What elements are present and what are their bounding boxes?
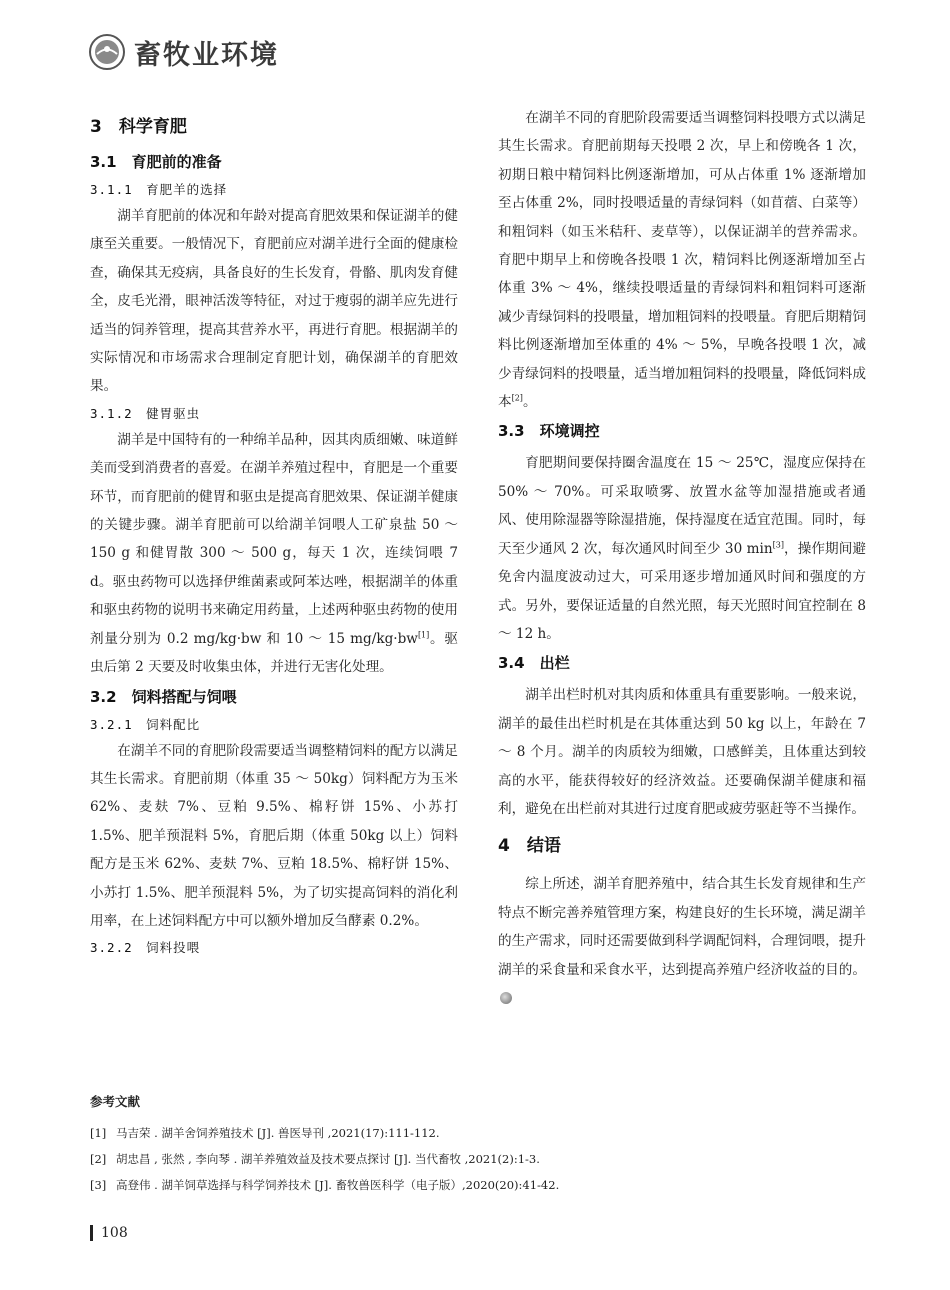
reference-item — [90, 1120, 870, 1146]
section-3-4-text: 湖羊出栏时机对其肉质和体重具有重要影响。一般来说，湖羊的最佳出栏时机是在其体重达到 50 kg 以上，年龄在 7 ～ 8 个月。湖羊的肉质较为细嫩，口感鲜美，且体重达到较高的水平，能获得较好的经济效益。还要确保湖羊健康和福利，避免在出栏前对其进行过度育肥或疲劳驱赶等不当操作。 — [498, 687, 866, 817]
section-3-1-2-text-b: 。驱虫后第 2 天要及时收集虫体，并进行无害化处理。 — [90, 630, 459, 676]
section-3-title: 3 科学育肥 — [90, 117, 187, 137]
section-3-2-2-text — [498, 104, 866, 416]
reference-text: 高登伟 . 湖羊饲草选择与科学饲养技术 [J]. 畜牧兽医科学（电子版）,2020(20):41-42. — [116, 1178, 560, 1192]
journal-logo-icon — [88, 33, 126, 71]
section-3-3-text-b: ，操作期间避免舍内温度波动过大，可采用逐步增加通风时间和强度的方式。另外，要保证适量的自然光照，每天光照时间宜控制在 8 ～ 12 h。 — [498, 540, 866, 642]
reference-number: [2] — [90, 1152, 107, 1166]
section-4-title: 4 结语 — [498, 836, 561, 857]
section-3-2-1-title: 3.2.1 饲料配比 — [90, 716, 201, 732]
section-3-1-2-title: 3.1.2 健胃驱虫 — [90, 405, 201, 421]
section-3-2-2-title: 3.2.2 饲料投喂 — [90, 940, 201, 956]
article-end-icon — [500, 992, 512, 1004]
section-3-1-2-text-a: 湖羊是中国特有的一种绵羊品种，因其肉质细嫩、味道鲜美而受到消费者的喜爱。在湖羊养殖过程中，育肥是一个重要环节，而育肥前的健胃和驱虫是提高育肥效果、保证湖羊健康的关键步骤。湖羊育肥前可以给湖羊饲喂人工矿泉盐 50 ～ 150 g 和健胃散 300 ～ 500 g，每天 1 次，连续饲喂 7 d。驱虫药物可以选择伊维菌素或阿苯达唑，根据湖羊的体重和驱虫药物的说明书来确定用药量，上述两种驱虫药物的使用剂量分别为 0.2 mg/kg·bw 和 10 ～ 15 mg/kg·bw — [90, 431, 458, 647]
section-3-2-1-text: 在湖羊不同的育肥阶段需要适当调整精饲料的配方以满足其生长需求。育肥前期（体重 35 ～ 50kg）饲料配方为玉米 62%、麦麸 7%、豆粕 9.5%、棉籽饼 15%、小苏打 1.5%、肥羊预混料 5%，育肥后期（体重 50kg 以上）饲料配方是玉米 62%、麦麸 7%、豆粕 18.5%、棉籽饼 15%、小苏打 1.5%、肥羊预混料 5%，为了切实提高饲料的消化利用率，在上述饲料配方中可以额外增加反刍酵素 0.2%。 — [90, 742, 458, 929]
section-3-2-2-text-b: 。 — [522, 394, 537, 411]
page-number — [90, 1225, 128, 1241]
section-3-2-title: 3.2 饲料搭配与饲喂 — [90, 687, 237, 706]
section-3-3-text-a: 育肥期间要保持圈舍温度在 15 ～ 25℃，湿度应保持在 50% ～ 70%。可采取喷雾、放置水盆等加湿措施或者通风、使用除湿器等除湿措施，保持湿度在适宜范围。同时，每天至少通风 2 次，每次通风时间至少 30 min — [498, 455, 866, 557]
references-title: 参考文献 — [90, 1094, 141, 1109]
section-3-1-2-text — [90, 426, 458, 682]
section-3-1-1-title: 3.1.1 育肥羊的选择 — [90, 182, 228, 197]
page-number-bar — [90, 1225, 93, 1241]
reference-number: [1] — [90, 1126, 107, 1140]
section-4-text-body: 综上所述，湖羊育肥养殖中，结合其生长发育规律和生产特点不断完善养殖管理方案，构建良好的生长环境，满足湖羊的生产需求，同时还需要做到科学调配饲料，合理饲喂，提升湖羊的采食量和采食水平，达到提高养殖户经济收益的目的。 — [498, 876, 866, 978]
section-3-2-2-text-a: 在湖羊不同的育肥阶段需要适当调整饲料投喂方式以满足其生长需求。育肥前期每天投喂 2 次，早上和傍晚各 1 次，初期日粮中精饲料比例逐渐增加，可从占体重 1% 逐渐增加至占体重 2%，同时投喂适量的青绿饲料（如苜蓿、白菜等）和粗饲料（如玉米秸秆、麦草等），以保证湖羊的营养需求。育肥中期早上和傍晚各投喂 1 次，精饲料比例逐渐增加至占体重 3% ～ 4%，继续投喂适量的青绿饲料和粗饲料可逐渐减少青绿饲料的投喂量，增加粗饲料的投喂量。育肥后期精饲料比例逐渐增加至体重的 4% ～ 5%，早晚各投喂 1 次，减少青绿饲料的投喂量，适当增加粗饲料的投喂量，降低饲料成本 — [498, 110, 866, 411]
section-4-text — [498, 870, 866, 1012]
reference-text: 马吉荣 . 湖羊舍饲养殖技术 [J]. 兽医导刊 ,2021(17):111-112. — [116, 1126, 440, 1140]
page-number-text: 108 — [101, 1225, 128, 1241]
reference-text: 胡忠昌 , 张然 , 李向琴 . 湖羊养殖效益及技术要点探讨 [J]. 当代畜牧 ,2021(2):1-3. — [116, 1152, 540, 1166]
left-column — [90, 104, 458, 960]
section-3-3-text — [498, 449, 866, 648]
right-column — [498, 104, 866, 1015]
citation-2: [2] — [511, 393, 523, 403]
section-3-1-title: 3.1 育肥前的准备 — [90, 153, 222, 171]
reference-number: [3] — [90, 1178, 107, 1192]
citation-3: [3] — [772, 540, 784, 550]
references — [90, 1092, 870, 1198]
reference-item — [90, 1146, 870, 1172]
journal-header — [88, 30, 279, 74]
citation-1: [1] — [417, 630, 430, 640]
journal-title: 畜牧业环境 — [134, 39, 279, 71]
section-3-4-title: 3.4 出栏 — [498, 654, 570, 673]
section-3-3-title: 3.3 环境调控 — [498, 422, 600, 441]
reference-item — [90, 1172, 870, 1198]
section-3-1-1-text: 湖羊育肥前的体况和年龄对提高育肥效果和保证湖羊的健康至关重要。一般情况下，育肥前应对湖羊进行全面的健康检查，确保其无疫病，具备良好的生长发育，骨骼、肌肉发育健全，皮毛光滑，眼神活泼等特征，对过于瘦弱的湖羊应先进行适当的饲养管理，提高其营养水平，再进行育肥。根据湖羊的实际情况和市场需求合理制定育肥计划，确保湖羊的育肥效果。 — [90, 208, 458, 395]
